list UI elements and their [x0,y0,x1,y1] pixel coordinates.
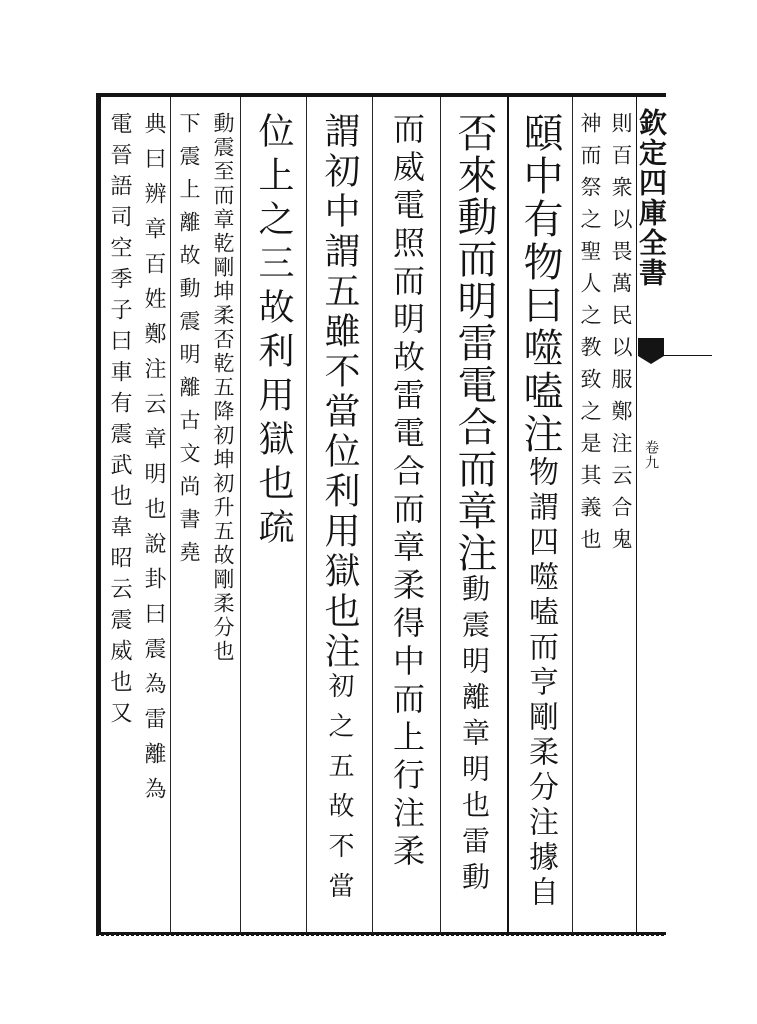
text-column-8 [101,112,170,922]
text-column-6 [241,112,306,922]
annotation-text: 物謂四噬嗑而亨剛柔分注據自 [523,456,558,911]
note-line: 典曰辨章百姓鄭注云章明也說卦曰震為雷離為 [141,112,166,812]
fishtail-mark [638,338,664,356]
text-column-4 [373,112,440,922]
main-text: 否來動而明雷電合而章注 [451,112,497,574]
column-rule [572,97,573,933]
bottom-border [96,934,666,936]
volume-label: 卷九 [643,440,659,470]
text-column-1 [574,112,636,922]
note-line: 下震上離故動震明離古文尚書堯 [177,112,201,574]
text-column-3 [441,112,507,922]
note-line: 動震至而章乾剛坤柔否乾五降初坤初升五故剛柔分也 [211,112,235,664]
collection-title: 欽定四庫全書 [635,108,668,288]
text-column-2 [508,112,572,922]
annotation-text: 動震明離章明也雷動 [458,574,491,898]
text-column-5 [307,112,372,922]
text-column-7 [171,112,240,922]
note-line: 則百衆以畏萬民以服鄭注云合鬼 [609,112,633,560]
main-text: 謂初中謂五雖不當位利用獄也注 [319,112,360,672]
note-line: 電晉語司空季子曰車有震武也韋昭云震威也又 [107,112,132,732]
main-text: 頤中有物曰噬嗑注 [517,112,563,456]
annotation-text: 初之五故不當 [324,672,354,912]
fishtail-line [664,355,712,356]
note-line: 神而祭之聖人之教致之是其義也 [578,112,602,560]
main-text: 而威電照而明故雷電合而章柔得中而上行注柔 [388,112,426,872]
main-text: 位上之三故利用獄也疏 [253,112,294,552]
